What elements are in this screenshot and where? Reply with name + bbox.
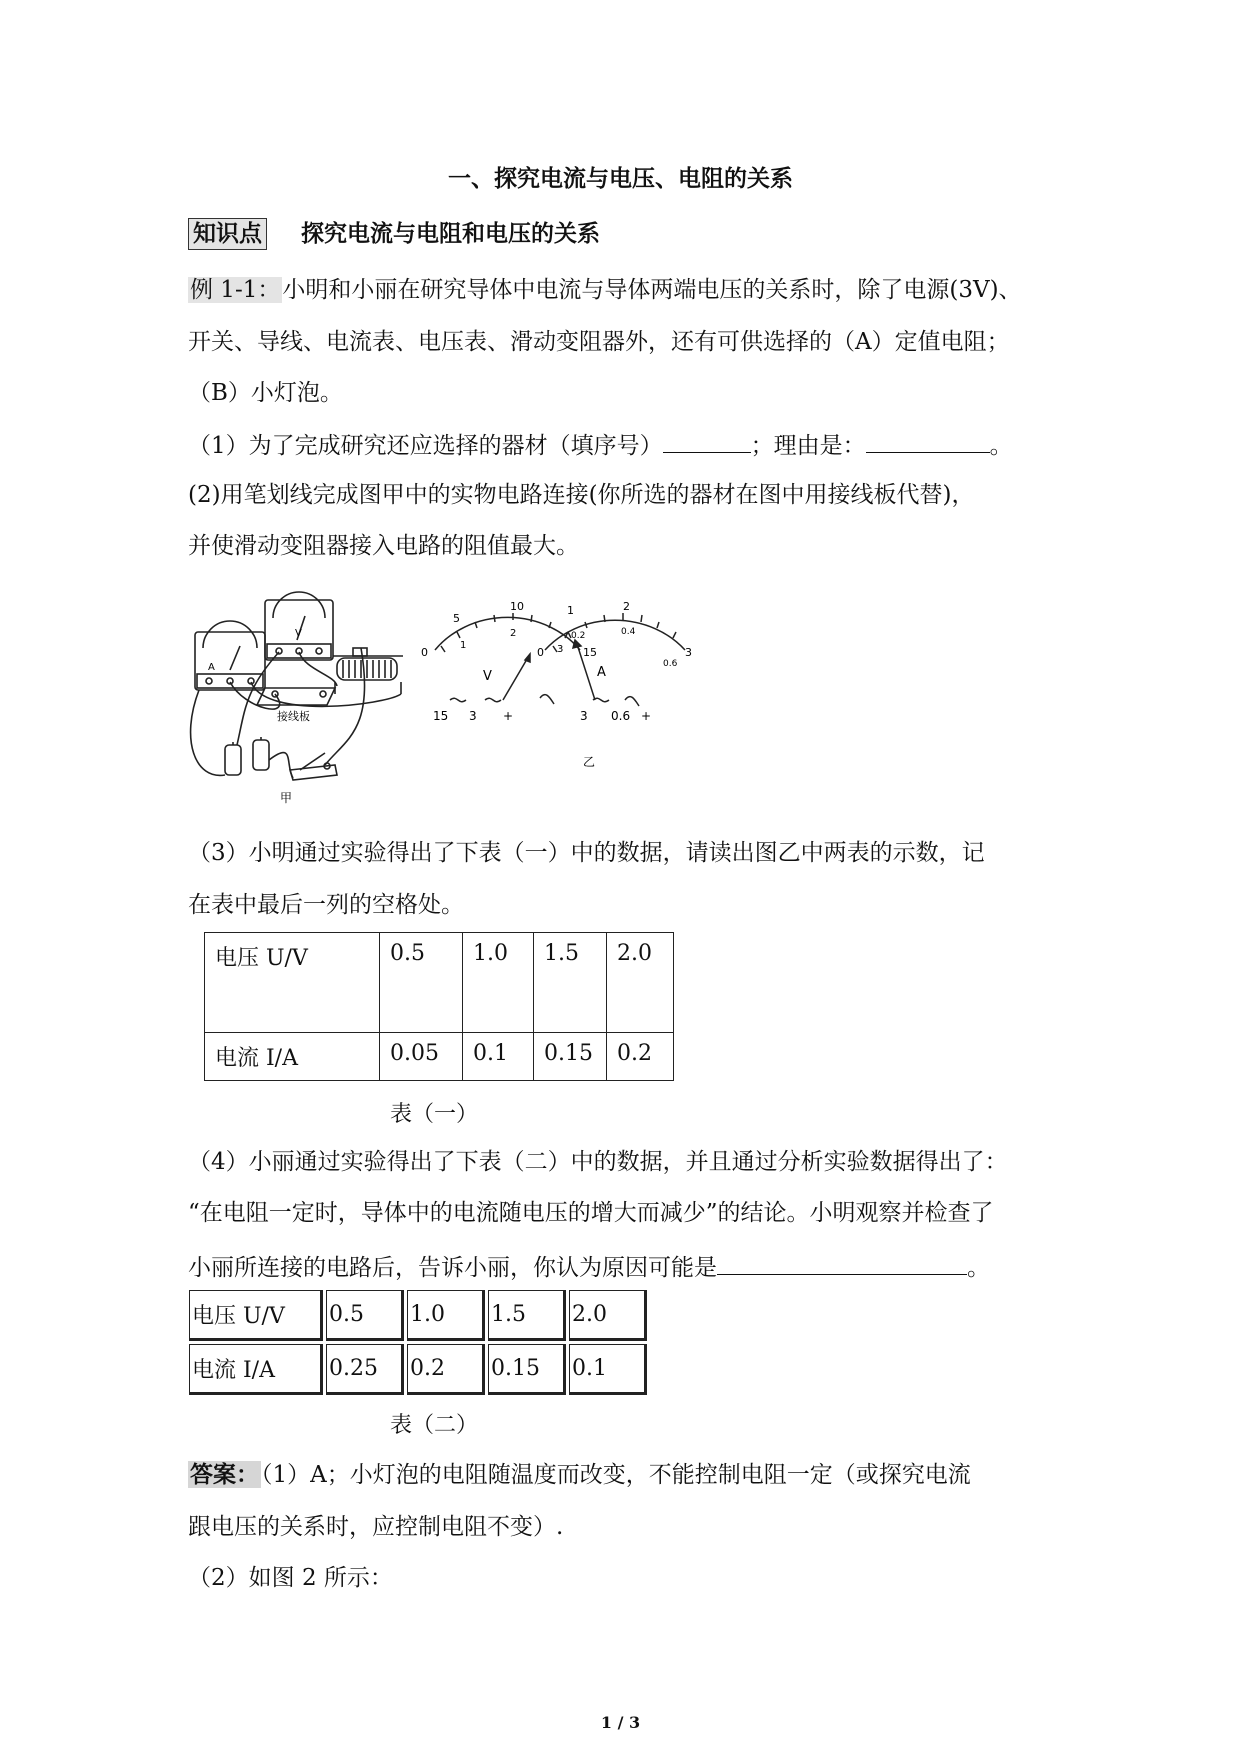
q4-end: 。 (967, 1255, 990, 1281)
voltmeter-inner-3: 3 (557, 644, 564, 655)
ammeter-scale-2: 2 (623, 600, 630, 613)
switch-device (290, 753, 337, 780)
voltmeter-dial-letter: V (483, 669, 492, 684)
ammeter-scale-0: 0 (537, 646, 544, 659)
wire (237, 652, 279, 745)
answer-line-3: （2）如图 2 所示： (188, 1565, 393, 1591)
voltmeter-device (265, 592, 333, 660)
table-cell: 0.15 (488, 1344, 566, 1395)
ammeter-inner-04: 0.4 (621, 627, 636, 637)
wire (191, 690, 225, 775)
q1-end: 。 (989, 433, 1013, 459)
example-line-2: 开关、导线、电流表、电压表、滑动变阻器外，还有可供选择的（A）定值电阻； (188, 329, 1010, 355)
ammeter-terminal-06: 0.6 (611, 709, 631, 723)
question-4-line-2: “在电阻一定时，导体中的电流随电压的增大而减少”的结论。小明观察并检查了 (188, 1200, 994, 1226)
table-cell: 1.0 (407, 1290, 485, 1341)
ammeter-inner-06: 0.6 (663, 659, 678, 669)
voltmeter-scale-0: 0 (421, 646, 428, 659)
q1-text: （1）为了完成研究还应选择的器材（填序号） (188, 433, 663, 459)
q4-blank-reason[interactable] (717, 1250, 967, 1275)
table-cell: 0.25 (326, 1344, 404, 1395)
answer-line-1 (188, 1460, 971, 1490)
voltmeter-scale-15: 15 (583, 646, 597, 659)
table-cell: 0.1 (463, 1033, 534, 1081)
voltmeter-scale-10: 10 (510, 600, 524, 613)
ammeter-terminal-plus: + (641, 709, 652, 723)
battery-cells (225, 737, 269, 775)
figure-left-caption: 甲 (280, 791, 293, 805)
q1-blank-reason[interactable] (866, 428, 990, 453)
wire (269, 753, 293, 778)
answer-text-1: （1）A；小灯泡的电阻随温度而改变，不能控制电阻一定（或探究电流 (261, 1462, 971, 1488)
ammeter-scale-3: 3 (685, 646, 692, 659)
table-cell: 1.5 (488, 1290, 566, 1341)
voltmeter-scale-5: 5 (453, 612, 460, 625)
table-cell: 电流 I/A (205, 1033, 380, 1081)
q1-reason-label: ；理由是： (750, 433, 866, 459)
voltmeter-terminal-15: 15 (433, 709, 449, 723)
example-text-1: 小明和小丽在研究导体中电流与导体两端电压的关系时，除了电源(3V)、 (282, 277, 1022, 303)
table-cell: 1.0 (463, 933, 534, 1033)
table-cell: 0.5 (380, 933, 463, 1033)
voltmeter-terminal-3: 3 (469, 709, 477, 723)
table-cell: 2.0 (607, 933, 674, 1033)
voltmeter-dial (435, 613, 580, 704)
answer-label: 答案： (190, 1461, 259, 1488)
table-cell: 0.5 (326, 1290, 404, 1341)
connection-board (257, 688, 335, 705)
table-1-caption: 表（一） (390, 1102, 479, 1127)
ammeter-dial-letter: A (597, 665, 606, 680)
voltmeter-letter: V (295, 628, 302, 639)
ammeter-scale-1: 1 (567, 604, 574, 617)
table-cell: 2.0 (569, 1290, 647, 1341)
table-row (205, 1033, 674, 1081)
table-cell: 0.05 (380, 1033, 463, 1081)
table-cell: 0.15 (534, 1033, 607, 1081)
question-3-line-1: （3）小明通过实验得出了下表（一）中的数据，请读出图乙中两表的示数，记 (188, 840, 985, 866)
q1-blank-material[interactable] (663, 428, 751, 453)
question-4-line-3 (188, 1250, 990, 1283)
table-cell: 电压 U/V (205, 933, 380, 1033)
ammeter-device (195, 621, 265, 690)
knowledge-heading (188, 218, 600, 250)
knowledge-title: 探究电流与电阻和电压的关系 (301, 221, 600, 247)
question-2-line-1: (2)用笔划线完成图甲中的实物电路连接(你所选的器材在图中用接线板代替)， (188, 482, 975, 508)
figure-right-caption: 乙 (583, 755, 596, 769)
voltmeter-inner-1: 1 (460, 640, 467, 651)
ammeter-terminal-3: 3 (580, 709, 588, 723)
table-cell: 0.1 (569, 1344, 647, 1395)
table-cell: 0.2 (607, 1033, 674, 1081)
knowledge-box-label: 知识点 (188, 218, 267, 250)
table-2-caption: 表（二） (390, 1413, 479, 1438)
rheostat-device (333, 648, 403, 694)
page-number: 1 / 3 (600, 1713, 641, 1732)
example-line-1 (188, 275, 1022, 305)
data-table-1 (204, 932, 674, 1081)
question-4-line-1: （4）小丽通过实验得出了下表（二）中的数据，并且通过分析实验数据得出了： (188, 1149, 1008, 1175)
table-cell: 0.2 (407, 1344, 485, 1395)
data-table-2 (186, 1287, 650, 1398)
table-row (189, 1290, 647, 1341)
table-row (205, 933, 674, 1033)
page-title: 一、探究电流与电压、电阻的关系 (448, 166, 793, 192)
table-cell: 1.5 (534, 933, 607, 1033)
answer-line-2: 跟电压的关系时，应控制电阻不变）. (188, 1514, 564, 1540)
example-line-3: （B）小灯泡。 (188, 380, 343, 406)
question-3-line-2: 在表中最后一列的空格处。 (188, 892, 464, 918)
circuit-figure (185, 590, 745, 820)
voltmeter-terminal-plus: + (503, 709, 514, 723)
q4-text: 小丽所连接的电路后，告诉小丽，你认为原因可能是 (188, 1255, 717, 1281)
question-2-line-2: 并使滑动变阻器接入电路的阻值最大。 (188, 533, 579, 559)
example-label: 例 1-1： (190, 277, 281, 303)
table-cell: 电压 U/V (189, 1290, 323, 1341)
table-row (189, 1344, 647, 1395)
board-label: 接线板 (277, 710, 310, 723)
ammeter-inner-02: 0.2 (571, 631, 586, 641)
voltmeter-inner-2: 2 (510, 628, 517, 639)
question-1 (188, 428, 1013, 461)
table-cell: 电流 I/A (189, 1344, 323, 1395)
ammeter-letter: A (208, 662, 215, 673)
